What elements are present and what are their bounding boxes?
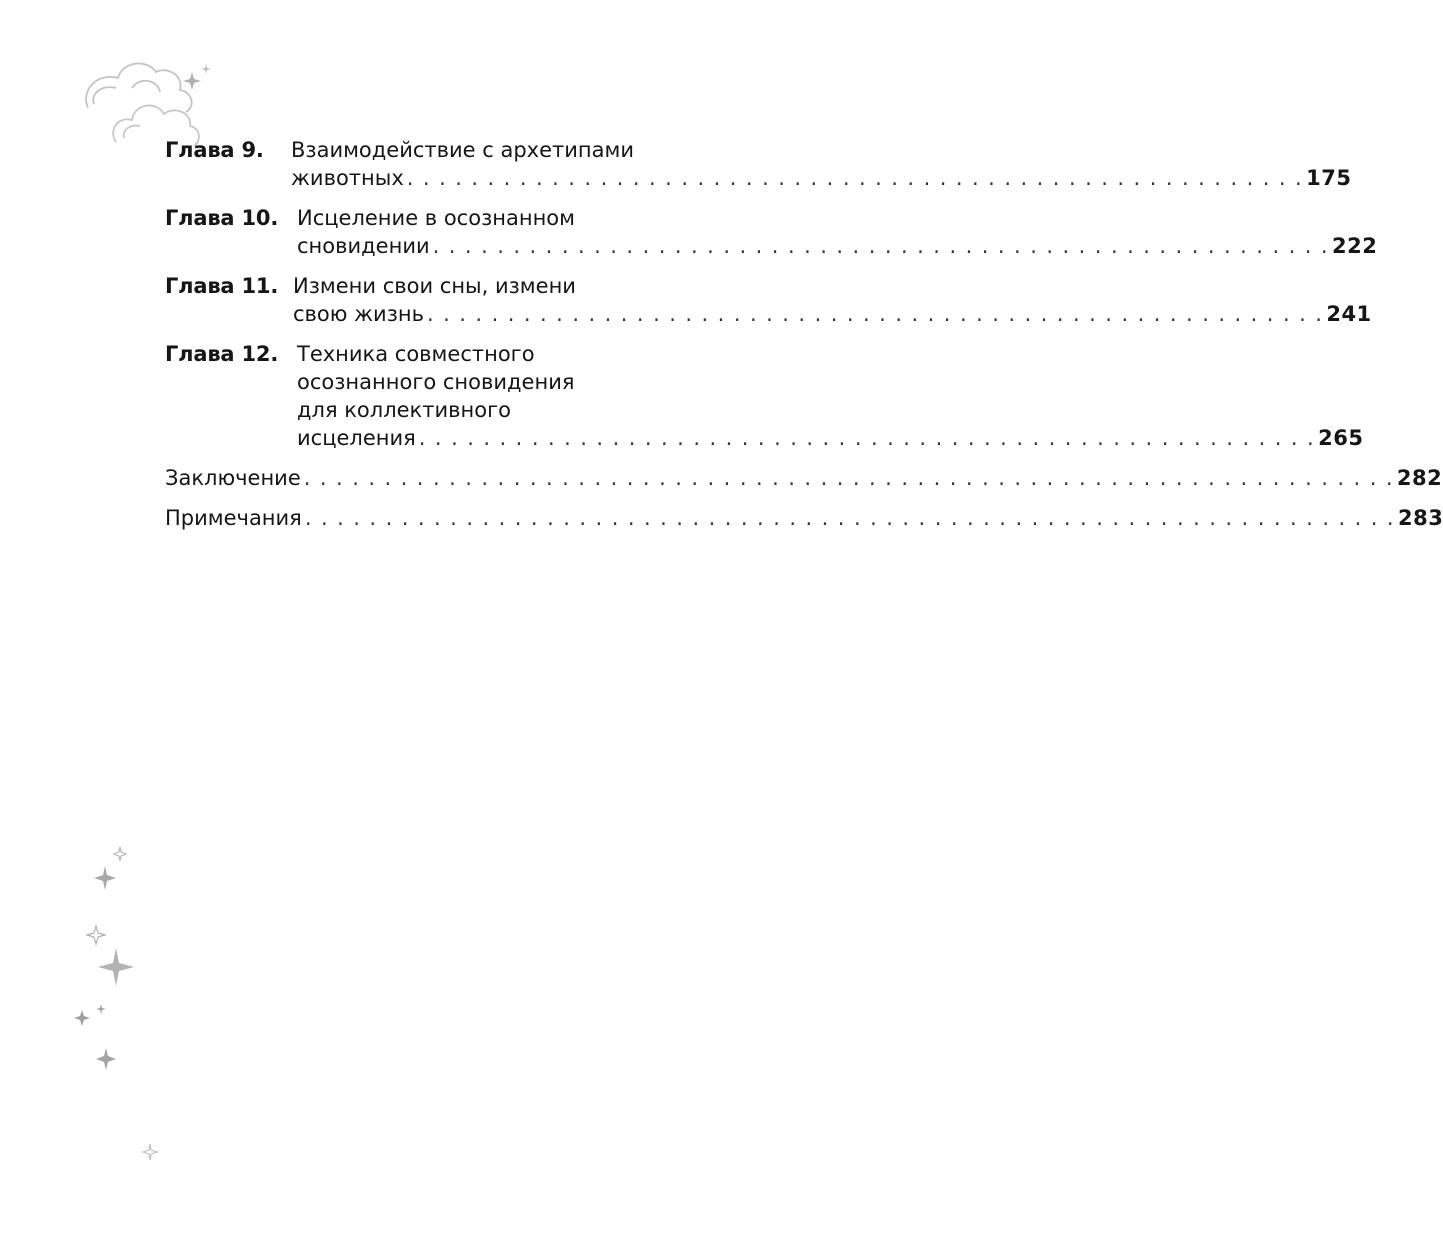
sparkle-icon [201, 64, 211, 74]
sparkle-icon [87, 926, 105, 944]
page-number: 265 [1318, 426, 1364, 450]
toc-entry-notes [165, 504, 1443, 532]
star-icon [98, 948, 134, 986]
page-number: 222 [1331, 234, 1378, 258]
star-icon [96, 1048, 116, 1070]
table-of-contents [165, 136, 1443, 544]
cloud-icon [86, 63, 192, 112]
page-number: 175 [1306, 166, 1352, 190]
star-icon [183, 72, 201, 90]
title-line: свою жизнь [293, 302, 424, 326]
toc-entry-chapter-10 [165, 204, 1378, 260]
dot-leader: . . . . . . . . . . . . . . . . . . . . . . . . . . . . . . . . . . . . . . . . . . . . . . . . . . . . . . . . [406, 166, 1304, 190]
chapter-number: Глава 9. [165, 138, 264, 162]
chapter-title [297, 204, 1378, 260]
dot-leader: . . . . . . . . . . . . . . . . . . . . . . . . . . . . . . . . . . . . . . . . . . . . . . . . . . . . . . . . . . . . . . . . . . . . [304, 506, 1395, 530]
toc-entry-conclusion [165, 464, 1443, 492]
chapter-title [297, 340, 1364, 452]
title-line: осознанного сновидения [297, 370, 575, 394]
page-number: 241 [1326, 302, 1372, 326]
title-line: Исцеление в осознанном [297, 206, 575, 230]
chapter-number: Глава 10. [165, 206, 279, 230]
sparkle-icon [114, 847, 126, 861]
dot-leader: . . . . . . . . . . . . . . . . . . . . . . . . . . . . . . . . . . . . . . . . . . . . . . . . . . . . . . . . . . . . . . . . . . . . [303, 466, 1394, 490]
chapter-number: Глава 12. [165, 342, 279, 366]
section-title: Заключение [165, 466, 301, 490]
toc-entry-chapter-11 [165, 272, 1372, 328]
toc-entry-chapter-9 [165, 136, 1352, 192]
chapter-title [293, 272, 1372, 328]
star-icon [74, 1004, 106, 1026]
sparkle-icon [143, 1144, 157, 1160]
title-line: исцеления [297, 426, 416, 450]
page-number: 282 [1396, 466, 1443, 490]
dot-leader: . . . . . . . . . . . . . . . . . . . . . . . . . . . . . . . . . . . . . . . . . . . . . . . . . . . . . . . . [418, 426, 1316, 450]
section-title: Примечания [165, 506, 302, 530]
title-line: Техника совместного [297, 342, 535, 366]
dot-leader: . . . . . . . . . . . . . . . . . . . . . . . . . . . . . . . . . . . . . . . . . . . . . . . . . . . . . . . . [426, 302, 1324, 326]
chapter-title [291, 136, 1352, 192]
title-line: сновидении [297, 234, 430, 258]
chapter-number: Глава 11. [165, 274, 279, 298]
title-line: животных [291, 166, 404, 190]
title-line: для коллективного [297, 398, 511, 422]
dot-leader: . . . . . . . . . . . . . . . . . . . . . . . . . . . . . . . . . . . . . . . . . . . . . . . . . . . . . . . . [432, 234, 1329, 258]
title-line: Взаимодействие с архетипами [291, 138, 635, 162]
star-icon [94, 866, 116, 890]
title-line: Измени свои сны, измени [293, 274, 576, 298]
page-number: 283 [1398, 506, 1443, 530]
toc-entry-chapter-12 [165, 340, 1364, 452]
